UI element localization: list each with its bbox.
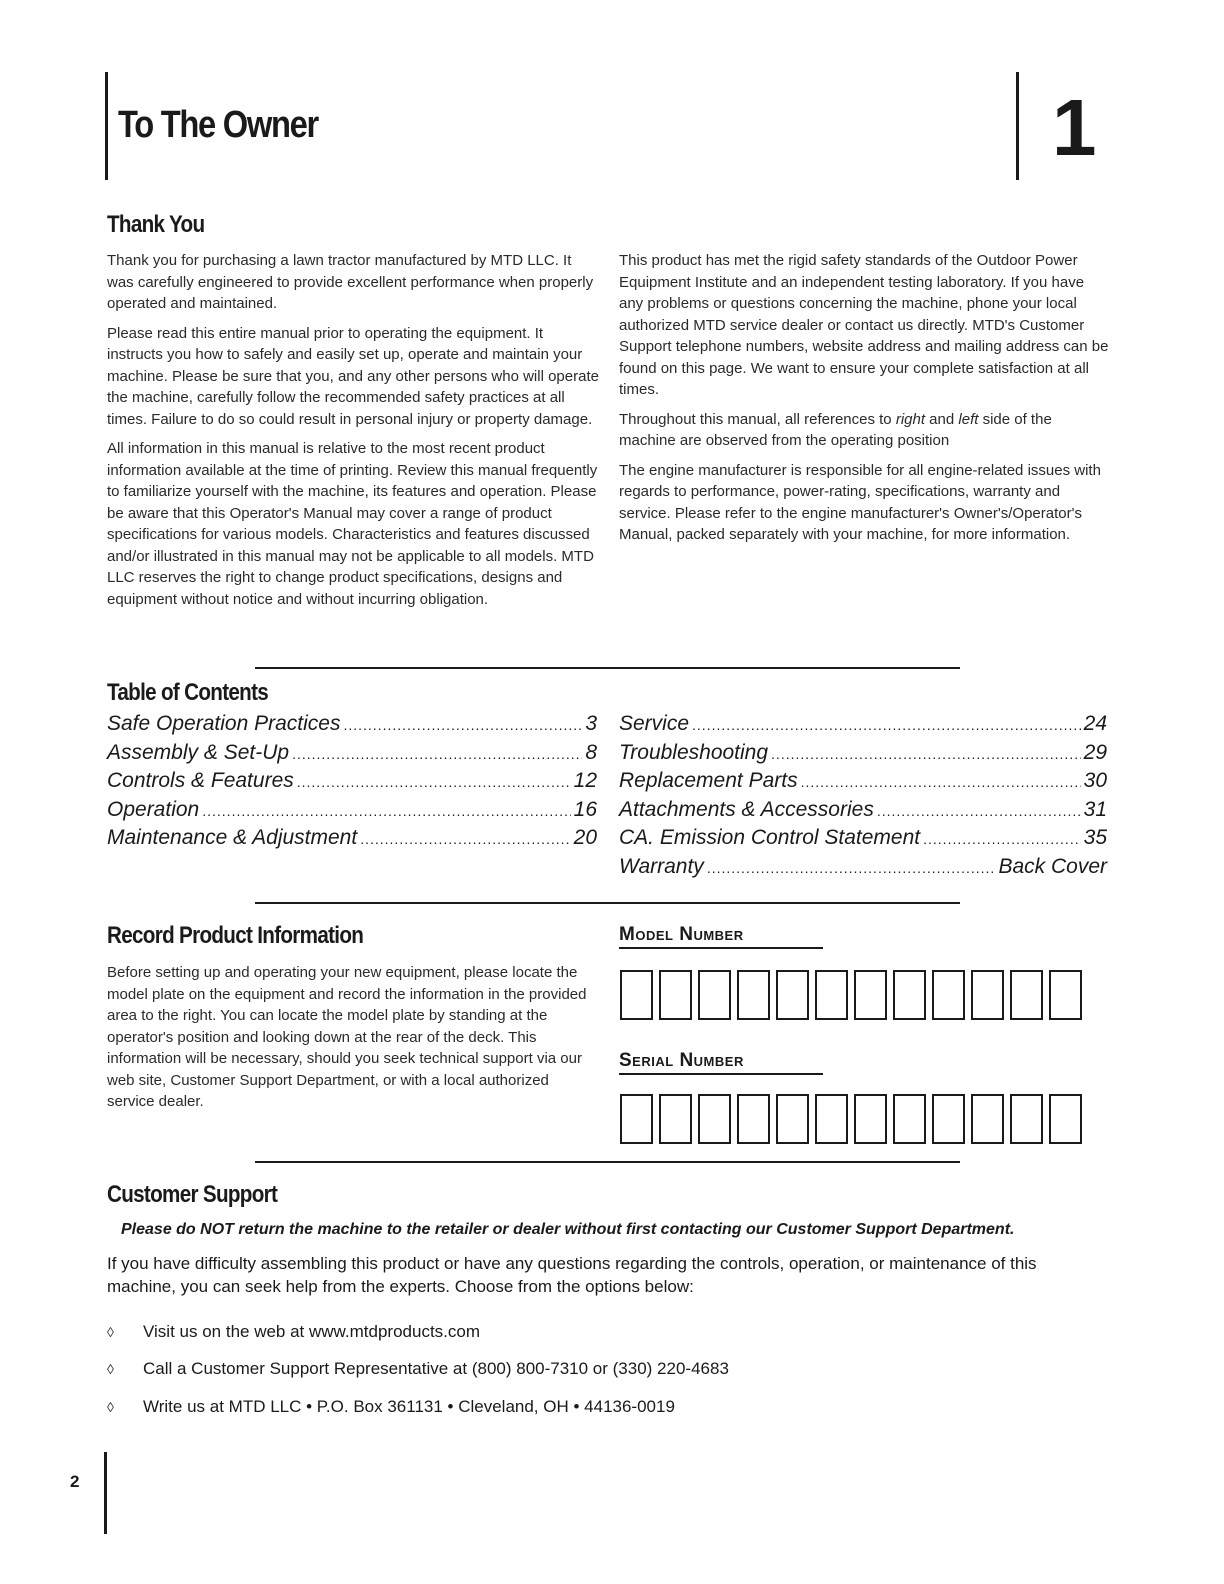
toc-entry-title: Maintenance & Adjustment xyxy=(107,826,358,849)
digit-box[interactable] xyxy=(893,970,926,1020)
toc-entry-title: CA. Emission Control Statement xyxy=(619,826,921,849)
chapter-number-rule xyxy=(1016,72,1019,180)
toc-leader xyxy=(292,746,582,762)
engine-manufacturer-paragraph: The engine manufacturer is responsible for all engine-related issues with regards to performance, power-rating, specifications, warranty and service. Please refer to the engine manufacturer's Owner's/Operator's Manual, packed separately with your machine, for more information. xyxy=(619,461,1101,543)
digit-box[interactable] xyxy=(1049,970,1082,1020)
toc-entry[interactable] xyxy=(107,798,597,827)
digit-box[interactable] xyxy=(698,1094,731,1144)
support-intro: If you have difficulty assembling this product or have any questions regarding the controls, operation, or maintenance of this machine, you can seek help from the experts. Choose from the options below: xyxy=(107,1254,1037,1296)
serial-number-boxes xyxy=(620,1094,1082,1144)
toc-right-list xyxy=(619,712,1107,883)
toc-entry-title: Safe Operation Practices xyxy=(107,712,341,735)
digit-box[interactable] xyxy=(893,1094,926,1144)
thank-you-right-column xyxy=(619,250,1111,554)
record-info-body: Before setting up and operating your new equipment, please locate the model plate on the equipment and record the information in the provided area to the right. You can locate the model plate by standing at the operator's position and looking down at the rear of the deck. This information will be necessary, should you seek technical support via our web site, Customer Support Department, or with a local authorized service dealer. xyxy=(107,964,587,1110)
toc-entry[interactable] xyxy=(619,741,1107,770)
thank-you-paragraph: All information in this manual is relative to the most recent product information available at the time of printing. Review this manual frequently to familiarize yourself with the machine, its features and operation. Please be aware that this Operator's Manual may cover a range of product specifications for various models. Characteristics and features discussed and/or illustrated in this manual may not be applicable to all models. MTD LLC reserves the right to change product specifications, designs and equipment without notice and without incurring obligation. xyxy=(107,440,598,608)
toc-leader xyxy=(877,803,1081,819)
toc-entry-page: 8 xyxy=(585,740,597,764)
toc-entry[interactable] xyxy=(619,712,1107,741)
page-number: 2 xyxy=(70,1472,80,1491)
toc-leader xyxy=(692,717,1081,733)
toc-entry-page: 16 xyxy=(573,797,597,821)
digit-box[interactable] xyxy=(1049,1094,1082,1144)
toc-entry[interactable] xyxy=(107,826,597,855)
chapter-number: 1 xyxy=(1052,83,1097,172)
digit-box[interactable] xyxy=(620,970,653,1020)
digit-box[interactable] xyxy=(698,970,731,1020)
toc-entry-page: 29 xyxy=(1083,740,1107,764)
safety-standards-paragraph: This product has met the rigid safety standards of the Outdoor Power Equipment Institute and an independent testing laboratory. If you have any problems or questions concerning the machine, phone your local authorized MTD service dealer or contact us directly. MTD's Customer Support telephone numbers, website address and mailing address can be found on this page. We want to ensure your complete satisfaction at all times. xyxy=(619,252,1109,398)
toc-entry[interactable] xyxy=(107,741,597,770)
digit-box[interactable] xyxy=(971,1094,1004,1144)
diamond-bullet-icon: ◊ xyxy=(107,1323,114,1340)
model-number-boxes xyxy=(620,970,1082,1020)
toc-entry-page: 35 xyxy=(1083,826,1107,849)
section-divider xyxy=(255,667,960,669)
digit-box[interactable] xyxy=(659,1094,692,1144)
support-option-phone[interactable] xyxy=(107,1351,729,1389)
record-info-heading: Record Product Information xyxy=(107,922,364,949)
digit-box[interactable] xyxy=(932,970,965,1020)
digit-box[interactable] xyxy=(1010,970,1043,1020)
toc-entry-title: Controls & Features xyxy=(107,769,294,792)
diamond-bullet-icon: ◊ xyxy=(107,1361,114,1378)
toc-entry-page: 24 xyxy=(1083,712,1107,735)
support-option-text: Visit us on the web at www.mtdproducts.com xyxy=(143,1321,481,1341)
digit-box[interactable] xyxy=(776,1094,809,1144)
diamond-bullet-icon: ◊ xyxy=(107,1398,114,1415)
digit-box[interactable] xyxy=(854,1094,887,1144)
support-option-text: Write us at MTD LLC • P.O. Box 361131 • Cleveland, OH • 44136-0019 xyxy=(143,1396,675,1416)
toc-leader xyxy=(801,774,1081,790)
toc-entry-title: Troubleshooting xyxy=(619,740,769,764)
digit-box[interactable] xyxy=(815,970,848,1020)
digit-box[interactable] xyxy=(932,1094,965,1144)
digit-box[interactable] xyxy=(776,970,809,1020)
digit-box[interactable] xyxy=(659,970,692,1020)
toc-leader xyxy=(771,746,1081,762)
toc-entry[interactable] xyxy=(619,855,1107,884)
toc-left-list xyxy=(107,712,597,855)
toc-entry-page: 3 xyxy=(585,712,597,735)
title-left-rule xyxy=(105,72,108,180)
thank-you-heading: Thank You xyxy=(107,211,205,238)
toc-entry-title: Attachments & Accessories xyxy=(619,797,874,821)
toc-entry[interactable] xyxy=(619,826,1107,855)
support-option-mail[interactable] xyxy=(107,1388,729,1426)
toc-entry-title: Operation xyxy=(107,797,200,821)
toc-leader xyxy=(360,831,570,847)
toc-entry-title: Replacement Parts xyxy=(619,769,798,792)
toc-entry-page: 30 xyxy=(1083,769,1107,792)
orientation-paragraph: Throughout this manual, all references to right and left side of the machine are observed from the operating position xyxy=(619,410,1052,449)
toc-heading: Table of Contents xyxy=(107,679,269,706)
section-divider xyxy=(255,902,960,904)
digit-box[interactable] xyxy=(971,970,1004,1020)
toc-leader xyxy=(343,717,582,733)
support-option-text: Call a Customer Support Representative at (800) 800-7310 or (330) 220-4683 xyxy=(143,1359,729,1379)
toc-entry[interactable] xyxy=(107,769,597,798)
toc-entry-title: Service xyxy=(619,712,690,735)
toc-leader xyxy=(707,860,996,876)
digit-box[interactable] xyxy=(854,970,887,1020)
thank-you-paragraph: Thank you for purchasing a lawn tractor manufactured by MTD LLC. It was carefully engineered to provide excellent performance when properly operated and maintained. xyxy=(107,252,594,312)
support-warning-note: Please do NOT return the machine to the retailer or dealer without first contacting our Customer Support Department. xyxy=(121,1221,1015,1238)
customer-support-heading: Customer Support xyxy=(107,1181,278,1208)
thank-you-left-column xyxy=(107,250,599,618)
digit-box[interactable] xyxy=(815,1094,848,1144)
toc-entry-title: Assembly & Set-Up xyxy=(107,740,290,764)
toc-leader xyxy=(202,803,570,819)
serial-number-label: Serial Number xyxy=(619,1050,823,1075)
section-divider xyxy=(255,1161,960,1163)
toc-entry[interactable] xyxy=(619,769,1107,798)
digit-box[interactable] xyxy=(737,1094,770,1144)
toc-entry[interactable] xyxy=(619,798,1107,827)
support-option-web[interactable] xyxy=(107,1313,729,1351)
toc-entry-title: Warranty xyxy=(619,854,704,878)
toc-entry-page: 20 xyxy=(573,826,597,849)
toc-leader xyxy=(297,774,571,790)
toc-entry[interactable] xyxy=(107,712,597,741)
support-options-list xyxy=(107,1313,729,1426)
digit-box[interactable] xyxy=(1010,1094,1043,1144)
toc-entry-page: Back Cover xyxy=(998,854,1107,878)
chapter-title: To The Owner xyxy=(118,104,318,146)
digit-box[interactable] xyxy=(737,970,770,1020)
thank-you-paragraph: Please read this entire manual prior to operating the equipment. It instructs you how to safely and easily set up, operate and maintain your machine. Please be sure that you, and any other persons who will operate the machine, carefully follow the recommended safety practices at all times. Failure to do so could result in personal injury or property damage. xyxy=(107,324,599,428)
page-number-rule xyxy=(104,1452,107,1534)
model-number-label: Model Number xyxy=(619,924,823,949)
toc-entry-page: 31 xyxy=(1083,797,1107,821)
toc-entry-page: 12 xyxy=(573,769,597,792)
toc-leader xyxy=(923,831,1081,847)
digit-box[interactable] xyxy=(620,1094,653,1144)
